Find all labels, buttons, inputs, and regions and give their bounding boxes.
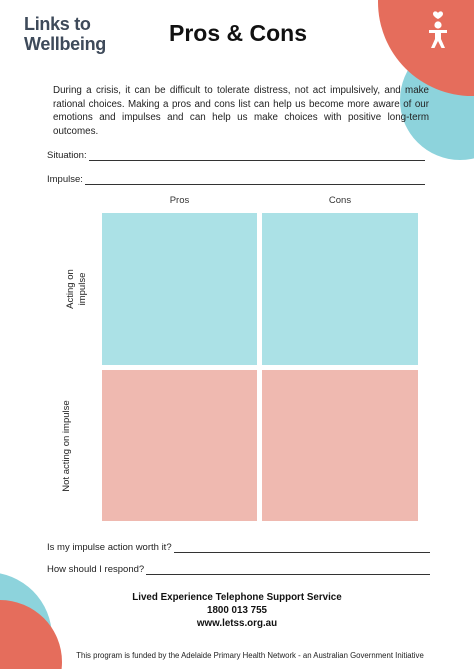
impulse-line[interactable] [85, 174, 425, 185]
intro-paragraph: During a crisis, it can be difficult to tolerate distress, not act impulsively, and make rational choices. Making a pros and cons list can help us become more aware of our emotions and impulses and can help us make choices with positive long-term outcomes. [53, 85, 429, 137]
person-heart-icon [424, 8, 452, 50]
row-label-acting-line-2: impulse [77, 272, 88, 306]
service-website: www.letss.org.au [196, 618, 278, 629]
worth-it-field[interactable] [47, 542, 430, 553]
situation-label: Situation: [47, 150, 87, 161]
support-service-block [87, 591, 387, 630]
impulse-label: Impulse: [47, 174, 83, 185]
logo-line-1: Links to [24, 14, 91, 34]
cell-not-acting-cons[interactable] [262, 370, 418, 521]
row-label-acting-line-1: Acting on [65, 269, 76, 309]
impulse-field[interactable] [47, 174, 425, 185]
column-header-pros: Pros [169, 195, 190, 206]
worth-it-label: Is my impulse action worth it? [47, 542, 172, 553]
row-label-not-acting-on-impulse: Not acting on impulse [61, 400, 72, 492]
column-header-cons: Cons [328, 195, 352, 206]
situation-field[interactable] [47, 150, 425, 161]
row-label-acting-on-impulse [65, 244, 89, 334]
situation-line[interactable] [89, 150, 425, 161]
cell-acting-pros[interactable] [102, 213, 257, 365]
service-name: Lived Experience Telephone Support Service [132, 592, 342, 603]
page-title: Pros & Cons [168, 20, 308, 46]
logo-line-2: Wellbeing [24, 34, 106, 54]
respond-label: How should I respond? [47, 564, 145, 575]
respond-line[interactable] [146, 564, 430, 575]
service-phone: 1800 013 755 [207, 605, 267, 616]
cell-acting-cons[interactable] [262, 213, 418, 365]
respond-field[interactable] [47, 564, 430, 575]
worth-it-line[interactable] [174, 542, 430, 553]
links-to-wellbeing-logo [24, 14, 124, 54]
funding-note: This program is funded by the Adelaide Primary Health Network - an Australian Government Initiative [76, 651, 424, 660]
cell-not-acting-pros[interactable] [102, 370, 257, 521]
